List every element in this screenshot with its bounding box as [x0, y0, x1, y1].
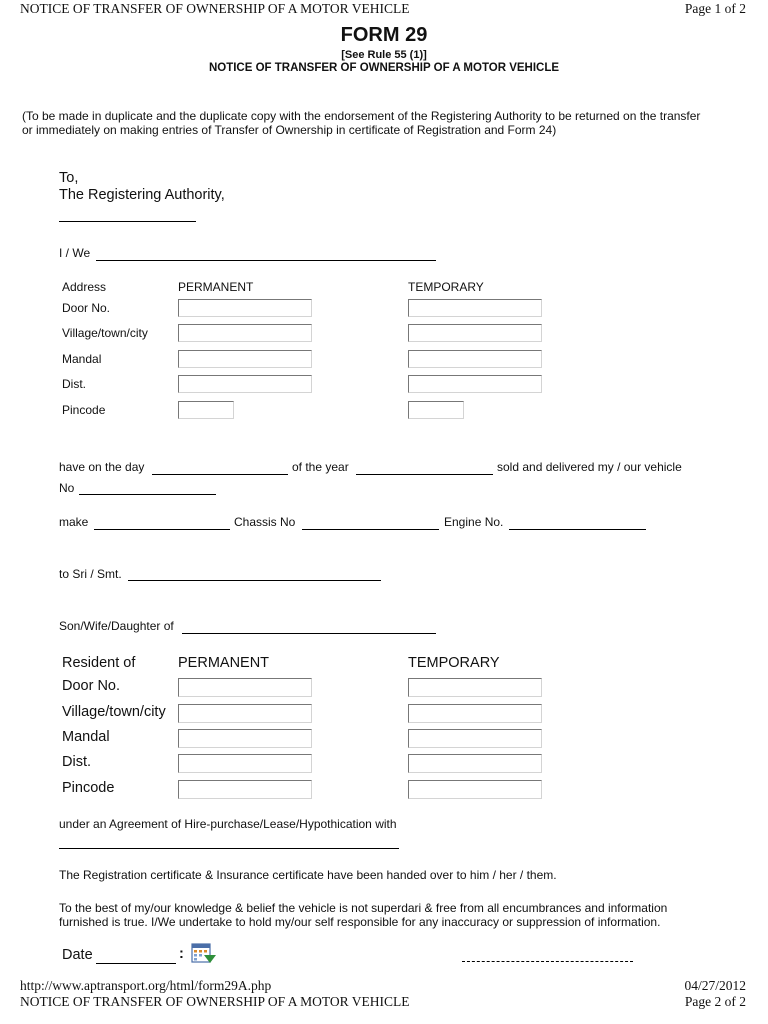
temporary-mandal-input[interactable] [408, 350, 542, 368]
chassis-line[interactable] [302, 529, 439, 530]
address-permanent-header: PERMANENT [178, 280, 254, 294]
header-title: NOTICE OF TRANSFER OF OWNERSHIP OF A MOTOR VEHICLE [20, 1, 410, 16]
resident-temporary-dist-input[interactable] [408, 754, 542, 773]
address-label: Address [62, 280, 107, 294]
son-of-label: Son/Wife/Daughter of [59, 619, 174, 633]
resident-permanent-mandal-input[interactable] [178, 729, 312, 748]
resident-field-label: Dist. [62, 754, 91, 770]
address-field-label: Door No. [62, 301, 111, 315]
resident-permanent-village-input[interactable] [178, 704, 312, 723]
instruction-line-2: or immediately on making entries of Transfer of Ownership in certificate of Registration and Form 24) [22, 123, 557, 137]
form-number: FORM 29 [340, 24, 428, 46]
handed-over-text: The Registration certificate & Insurance certificate have been handed over to him / her / them. [59, 868, 557, 882]
permanent-door-input[interactable] [178, 299, 312, 317]
agreement-line[interactable] [59, 848, 399, 849]
agreement-label: under an Agreement of Hire-purchase/Lease/Hypothication with [59, 817, 397, 831]
engine-label: Engine No. [444, 515, 504, 529]
resident-temporary-pincode-input[interactable] [408, 780, 542, 799]
address-field-label: Pincode [62, 403, 106, 417]
page-number-top: Page 1 of 2 [684, 1, 746, 16]
i-we-label: I / We [59, 246, 91, 260]
vehicle-no-label: No [59, 481, 75, 495]
form-subtitle: NOTICE OF TRANSFER OF OWNERSHIP OF A MOTOR VEHICLE [208, 62, 560, 74]
to-sri-line[interactable] [128, 580, 381, 581]
resident-temporary-header: TEMPORARY [408, 655, 500, 671]
temporary-door-input[interactable] [408, 299, 542, 317]
signature-line[interactable] [462, 961, 633, 962]
resident-label: Resident of [62, 655, 136, 671]
resident-field-label: Village/town/city [62, 704, 166, 720]
address-field-label: Dist. [62, 377, 86, 391]
footer-url[interactable]: http://www.aptransport.org/html/form29A.php [20, 978, 272, 993]
make-label: make [59, 515, 89, 529]
authority-line[interactable] [59, 221, 196, 222]
date-colon: : [179, 946, 184, 962]
calendar-icon[interactable] [191, 943, 217, 965]
page-number-bottom: Page 2 of 2 [684, 994, 746, 1009]
day-line[interactable] [152, 474, 288, 475]
resident-permanent-door-input[interactable] [178, 678, 312, 697]
sold-label: sold and delivered my / our vehicle [497, 460, 682, 474]
footer-date: 04/27/2012 [684, 978, 746, 993]
to-sri-label: to Sri / Smt. [59, 567, 122, 581]
declaration-line-2: furnished is true. I/We undertake to hold my/our self responsible for any inaccuracy or suppression of information. [59, 915, 661, 929]
i-we-line[interactable] [96, 260, 436, 261]
permanent-pincode-input[interactable] [178, 401, 234, 419]
resident-field-label: Pincode [62, 780, 115, 796]
date-label: Date [62, 947, 93, 963]
resident-field-label: Door No. [62, 678, 121, 694]
resident-temporary-village-input[interactable] [408, 704, 542, 723]
engine-line[interactable] [509, 529, 646, 530]
address-field-label: Mandal [62, 352, 102, 366]
temporary-dist-input[interactable] [408, 375, 542, 393]
on-day-label: have on the day [59, 460, 145, 474]
address-temporary-header: TEMPORARY [408, 280, 484, 294]
of-year-label: of the year [292, 460, 349, 474]
chassis-label: Chassis No [234, 515, 296, 529]
permanent-village-input[interactable] [178, 324, 312, 342]
resident-field-label: Mandal [62, 729, 110, 745]
resident-permanent-header: PERMANENT [178, 655, 270, 671]
temporary-village-input[interactable] [408, 324, 542, 342]
date-line[interactable] [96, 963, 176, 964]
to-label: To, [59, 170, 79, 186]
resident-permanent-pincode-input[interactable] [178, 780, 312, 799]
form-rule: [See Rule 55 (1)] [341, 49, 427, 61]
make-line[interactable] [94, 529, 230, 530]
footer-title: NOTICE OF TRANSFER OF OWNERSHIP OF A MOTOR VEHICLE [20, 994, 410, 1009]
year-line[interactable] [356, 474, 493, 475]
permanent-dist-input[interactable] [178, 375, 312, 393]
declaration-line-1: To the best of my/our knowledge & belief the vehicle is not superdari & free from all encumbrances and information [59, 901, 668, 915]
instruction-line-1: (To be made in duplicate and the duplicate copy with the endorsement of the Registering Authority to be returned on the transfer [22, 109, 701, 123]
vehicle-no-line[interactable] [79, 494, 216, 495]
address-field-label: Village/town/city [62, 326, 148, 340]
temporary-pincode-input[interactable] [408, 401, 464, 419]
resident-temporary-mandal-input[interactable] [408, 729, 542, 748]
resident-permanent-dist-input[interactable] [178, 754, 312, 773]
son-of-line[interactable] [182, 633, 436, 634]
permanent-mandal-input[interactable] [178, 350, 312, 368]
resident-temporary-door-input[interactable] [408, 678, 542, 697]
authority-label: The Registering Authority, [59, 187, 225, 203]
